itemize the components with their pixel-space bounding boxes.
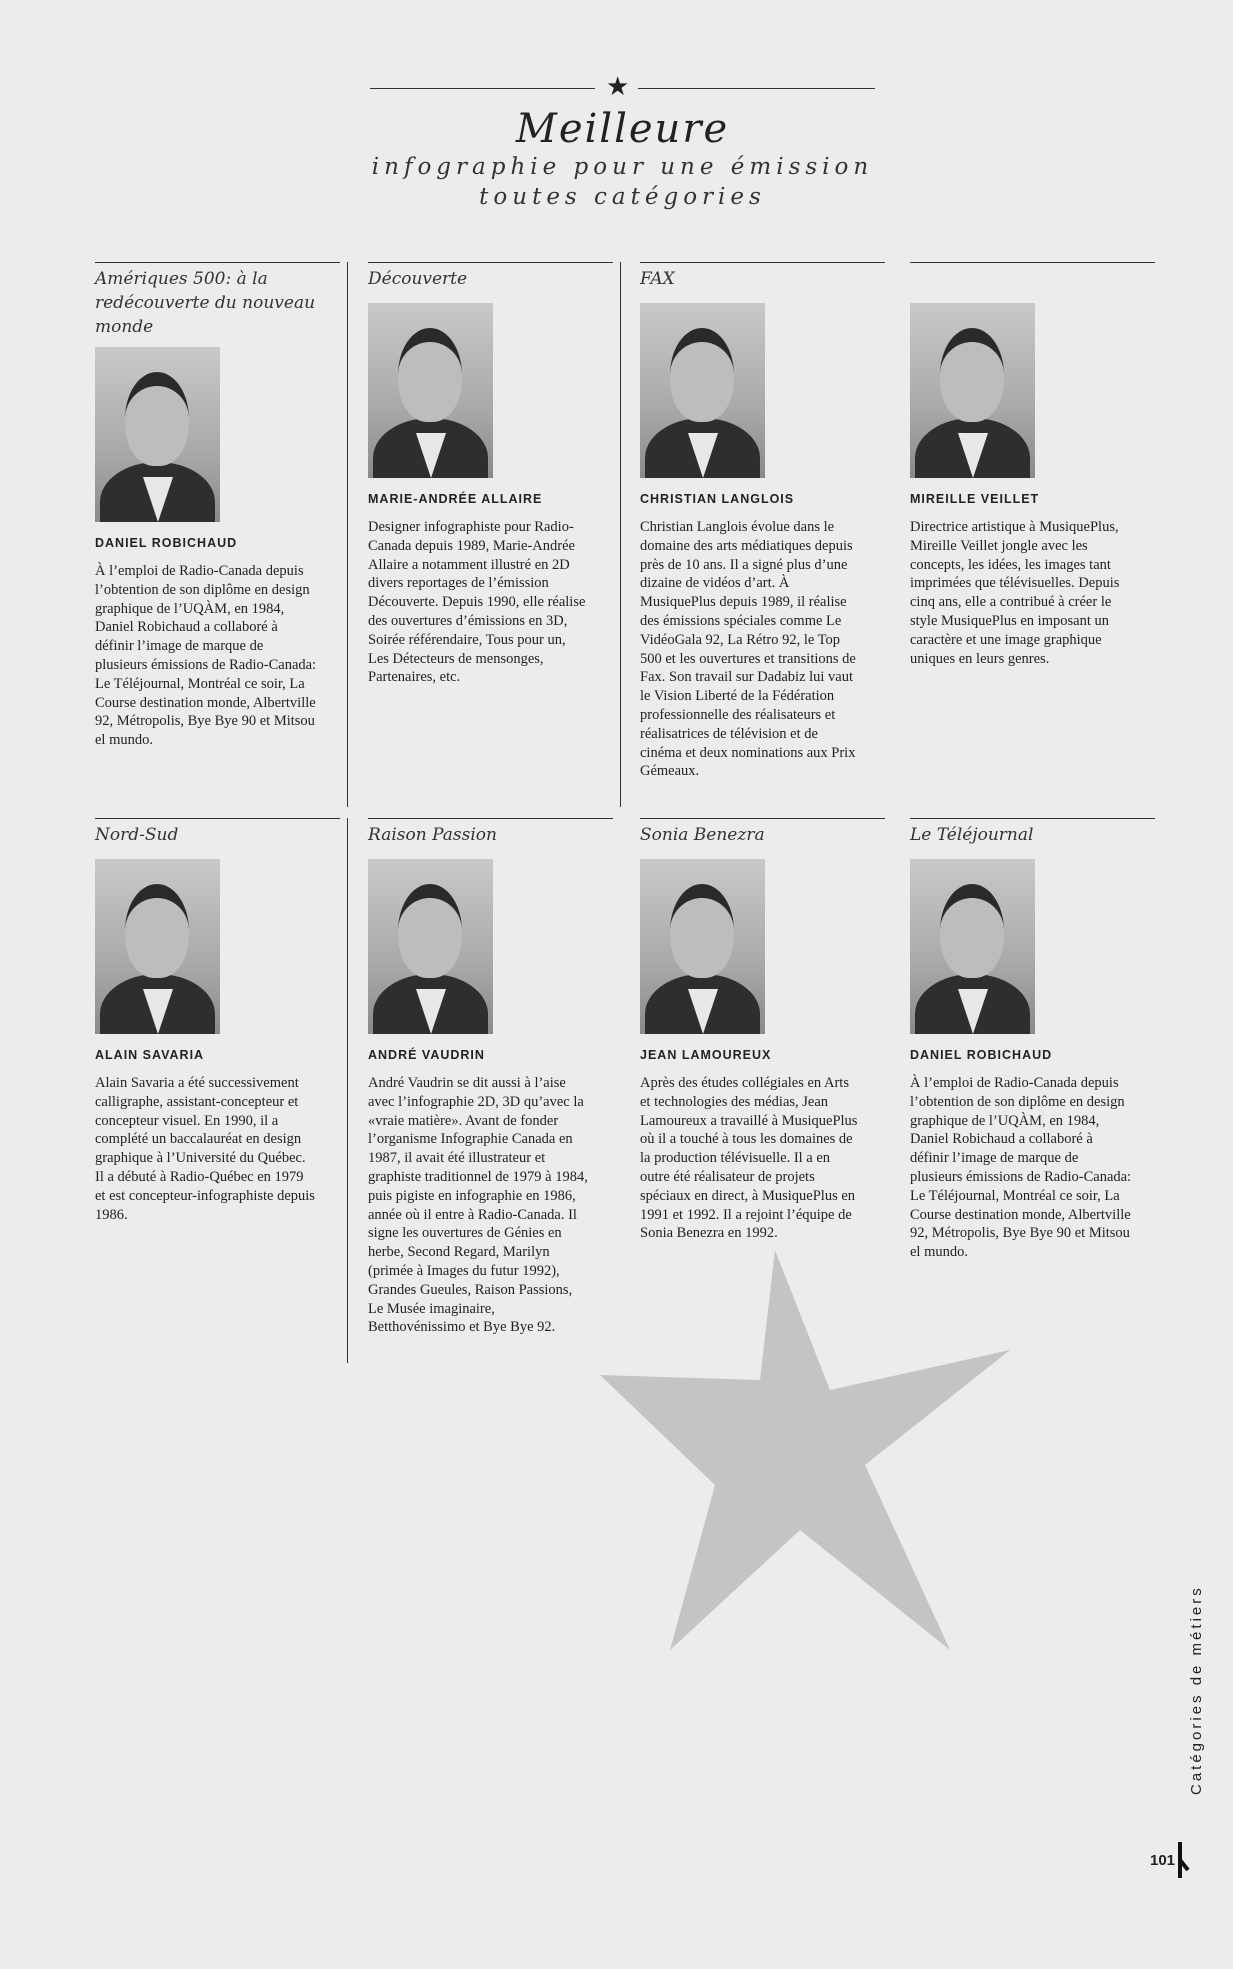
portrait-photo	[368, 859, 493, 1034]
person-name: JEAN LAMOUREUX	[640, 1048, 772, 1062]
person-name: DANIEL ROBICHAUD	[910, 1048, 1053, 1062]
show-title: Sonia Benezra	[640, 818, 885, 851]
person-bio: Christian Langlois évolue dans le domaine des arts médiatiques depuis près de 10 ans. Il a signé plus d’une dizaine de vidéos d’art. À MusiquePlus depuis 1989, il réalise des émissions spéciales comme Le VidéoGala 92, La Rétro 92, le Top 500 et les ouvertures et transitions de Fax. Son travail sur Dadabiz lui vaut le Vision Liberté de la Fédération professionnelle des réalisateurs et réalisatrices de télévision et de cinéma et deux nominations aux Prix Gémeaux.	[640, 519, 856, 780]
entry-card	[95, 818, 340, 1224]
portrait-photo	[640, 859, 765, 1034]
portrait-photo	[910, 859, 1035, 1034]
person-name: MIREILLE VEILLET	[910, 492, 1040, 506]
portrait-photo	[95, 859, 220, 1034]
entry-card	[640, 262, 885, 781]
page-number: 101	[1150, 1852, 1176, 1869]
person-bio: Designer infographiste pour Radio-Canada depuis 1989, Marie-Andrée Allaire a notamment illustré en 2D divers reportages de l’émission Découverte. Depuis 1990, elle réalise des ouvertures d’émissions en 3D, Soirée référendaire, Tous pour un, Les Détecteurs de mensonges, Partenaires, etc.	[368, 519, 586, 686]
entry-card	[368, 262, 613, 687]
show-title	[910, 262, 1155, 295]
column-divider	[347, 818, 348, 1363]
entry-card	[640, 818, 885, 1243]
page-subtitle-1: infographie pour une émission	[371, 154, 874, 180]
person-bio: Après des études collégiales en Arts et technologies des médias, Jean Lamoureux a travaillé à MusiquePlus où il a touché à tous les domaines de la production télévisuelle. Il a en outre été réalisateur de projets spéciaux en direct, à MusiquePlus en 1991 et 1992. Il a rejoint l’équipe de Sonia Benezra en 1992.	[640, 1075, 858, 1242]
page-title: Meilleure	[515, 106, 730, 152]
person-name: ALAIN SAVARIA	[95, 1048, 205, 1062]
show-title: FAX	[640, 262, 885, 295]
star-icon: ★	[606, 72, 630, 101]
show-title: Raison Passion	[368, 818, 613, 851]
person-name: ANDRÉ VAUDRIN	[368, 1048, 485, 1062]
person-name: DANIEL ROBICHAUD	[95, 536, 238, 550]
show-title: Nord-Sud	[95, 818, 340, 851]
entry-card	[95, 262, 340, 750]
portrait-photo	[910, 303, 1035, 478]
person-bio: André Vaudrin se dit aussi à l’aise avec l’infographie 2D, 3D qu’avec la «vraie matière». Avant de fonder l’organisme Infographie Canada en 1987, il avait été illustrateur et graphiste traditionnel de 1979 à 1984, puis pigiste en infographie en 1986, année où il entre à Radio-Canada. Il signe les ouvertures de Génies en herbe, Second Regard, Marilyn (primée à Images du futur 1992), Grandes Gueules, Raison Passions, Le Musée imaginaire, Betthovénissimo et Bye Bye 92.	[368, 1075, 588, 1336]
show-title: Découverte	[368, 262, 613, 295]
page-header	[370, 72, 875, 212]
portrait-photo	[368, 303, 493, 478]
column-divider	[347, 262, 348, 807]
entry-card	[910, 818, 1155, 1262]
portrait-photo	[95, 347, 220, 522]
show-title: Le Téléjournal	[910, 818, 1155, 851]
person-bio: À l’emploi de Radio-Canada depuis l’obtention de son diplôme en design graphique de l’UQÀM, en 1984, Daniel Robichaud a collaboré à définir l’image de marque de plusieurs émissions de Radio-Canada: Le Téléjournal, Montréal ce soir, La Course destination monde, Albertville 92, Métropolis, Bye Bye 90 et Mitsou el mundo.	[910, 1075, 1132, 1261]
header-rule-right	[638, 88, 875, 89]
person-bio: Alain Savaria a été successivement calligraphe, assistant-concepteur et concepteur visuel. En 1990, il a complété un baccalauréat en design graphique à l’Université du Québec. Il a débuté à Radio-Québec en 1979 et est concepteur-infographiste depuis 1986.	[95, 1075, 315, 1223]
decorative-star-icon	[600, 1250, 1010, 1650]
column-divider	[620, 262, 621, 807]
page-mark-icon	[1170, 1840, 1190, 1880]
portrait-photo	[640, 303, 765, 478]
section-label: Catégories de métiers	[1188, 1585, 1205, 1795]
person-name: MARIE-ANDRÉE ALLAIRE	[368, 492, 543, 506]
person-bio: Directrice artistique à MusiquePlus, Mireille Veillet jongle avec les concepts, les idées, les images tant imprimées que télévisuelles. Depuis cinq ans, elle a contribué à créer le style MusiquePlus en imposant un caractère et une image graphique uniques en leurs genres.	[910, 519, 1120, 667]
page-subtitle-2: toutes catégories	[479, 184, 766, 210]
header-rule-left	[370, 88, 595, 89]
entry-card	[910, 262, 1155, 668]
person-name: CHRISTIAN LANGLOIS	[640, 492, 795, 506]
entry-card	[368, 818, 613, 1337]
person-bio: À l’emploi de Radio-Canada depuis l’obtention de son diplôme en design graphique de l’UQÀM, en 1984, Daniel Robichaud a collaboré à définir l’image de marque de plusieurs émissions de Radio-Canada: Le Téléjournal, Montréal ce soir, La Course destination monde, Albertville 92, Métropolis, Bye Bye 90 et Mitsou el mundo.	[95, 563, 317, 749]
show-title: Amériques 500: à la redécouverte du nouveau monde	[95, 262, 340, 339]
